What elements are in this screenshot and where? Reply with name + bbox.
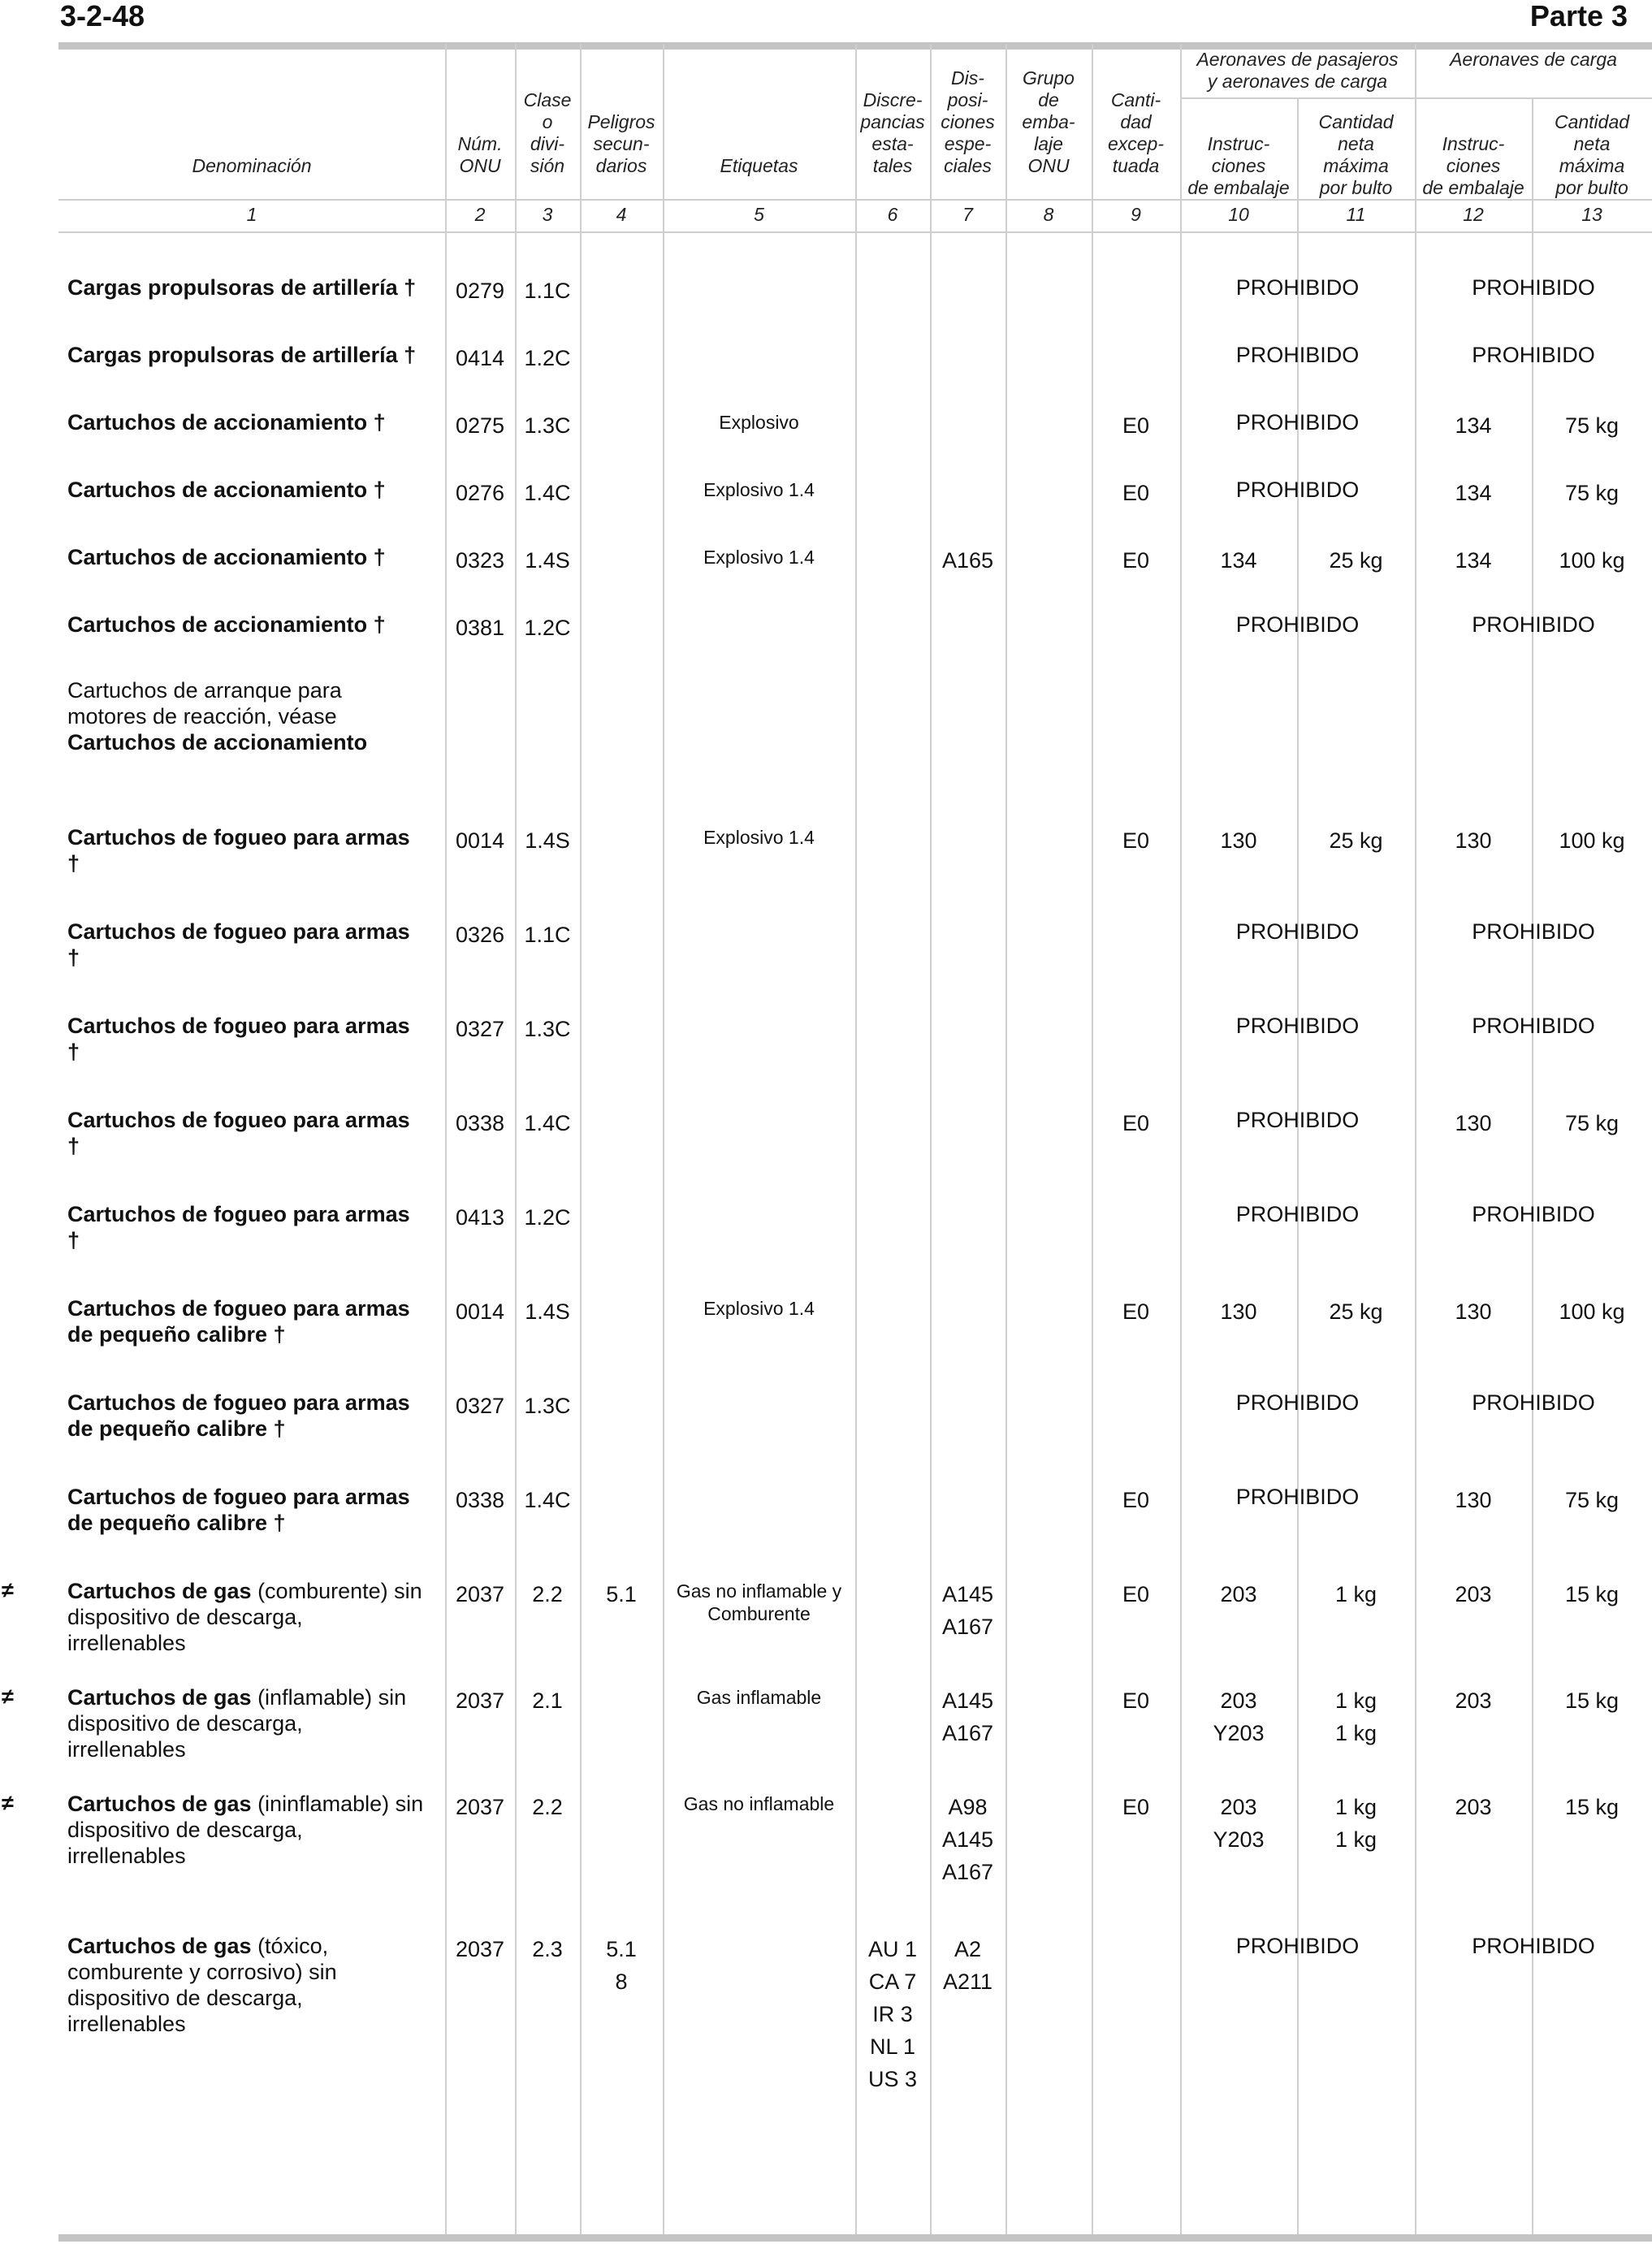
row-pax-pi: 203 Y203 [1213,1795,1265,1852]
row-sp: A2 A211 [942,1937,993,1994]
row-eq: E0 [1122,1582,1150,1606]
row-eq: E0 [1122,413,1150,438]
row-un: 0275 [455,413,505,438]
name-bold-text: Cartuchos de fogueo para armas † [67,825,410,876]
name-bold-text: Cartuchos de fogueo para armas † [67,1014,410,1064]
row-cao-pi: 130 [1455,1299,1492,1324]
row-denominacion [67,544,443,570]
header-secondary-hazards: Peligros secun- darios [587,111,655,176]
header-passenger-aircraft: Aeronaves de pasajeros y aeronaves de carga [1196,49,1399,92]
row-denominacion [67,1578,443,1656]
row-eq: E0 [1122,1488,1150,1512]
row-cls: 1.3C [524,1017,571,1041]
row-denominacion [67,1201,443,1253]
row-cao-q: 100 kg [1559,548,1625,573]
row-sec: 5.1 8 [606,1937,637,1994]
name-bold-text: Cartuchos de accionamiento † [67,478,386,502]
row-cao-q: 75 kg [1564,413,1620,438]
name-bold-text: Cartuchos de fogueo para armas de pequeño calibre † [67,1390,410,1441]
row-sp: A98 A145 A167 [941,1795,994,1884]
row-eq: E0 [1122,828,1150,853]
row-sec: 5.1 [606,1582,637,1606]
row-pax-prohibited: PROHIBIDO [1235,343,1360,367]
row-pax-prohibited: PROHIBIDO [1235,1485,1360,1509]
row-cao-pi: 130 [1455,828,1492,853]
row-un: 2037 [455,1937,505,1961]
name-bold-text: Cartuchos de gas [67,1792,252,1816]
column-number: 7 [962,204,973,225]
row-cls: 2.2 [532,1795,563,1819]
row-denominacion [67,919,443,971]
row-denominacion [67,677,443,755]
row-cls: 1.4S [525,1299,570,1324]
row-cao-q: 15 kg [1564,1688,1620,1713]
name-bold-text: Cartuchos de fogueo para armas † [67,919,410,970]
row-pax-pi: 203 Y203 [1213,1688,1265,1745]
row-eq: E0 [1122,1299,1150,1324]
row-label: Explosivo 1.4 [703,1298,815,1319]
column-number: 12 [1463,204,1484,225]
row-cao-pi: 203 [1455,1795,1492,1819]
row-denominacion [67,824,443,876]
row-pax-prohibited: PROHIBIDO [1235,1934,1360,1958]
name-bold-text: Cartuchos de fogueo para armas de pequeño calibre † [67,1296,410,1347]
row-pax-prohibited: PROHIBIDO [1235,1108,1360,1132]
column-divider [855,45,857,2234]
row-pax-pi: 130 [1220,828,1257,853]
row-cls: 1.3C [524,413,571,438]
row-un: 0414 [455,346,505,370]
row-denominacion [67,409,443,435]
column-number: 8 [1043,204,1054,225]
row-un: 2037 [455,1582,505,1606]
row-label: Explosivo 1.4 [703,547,815,568]
row-pax-pi: 203 [1220,1582,1257,1606]
row-denominacion [67,342,443,368]
row-cao-pi: 134 [1455,481,1492,505]
name-bold-text: Cartuchos de accionamiento † [67,612,386,637]
row-cao-prohibited: PROHIBIDO [1472,919,1595,944]
row-cao-pi: 134 [1455,413,1492,438]
column-number: 9 [1131,204,1141,225]
row-un: 0338 [455,1488,505,1512]
header-un-number: Núm. ONU [457,133,503,176]
header-state-variations: Discre- pancias esta- tales [860,89,925,176]
row-cls: 1.4S [525,828,570,853]
row-un: 0014 [455,828,505,853]
row-un: 0323 [455,548,505,573]
row-cao-prohibited: PROHIBIDO [1472,1014,1595,1038]
row-pax-prohibited: PROHIBIDO [1235,1014,1360,1038]
column-number: 4 [616,204,627,225]
row-denominacion [67,1295,443,1347]
row-disc: AU 1 CA 7 IR 3 NL 1 US 3 [867,1937,918,2091]
row-cls: 1.3C [524,1394,571,1418]
row-eq: E0 [1122,548,1150,573]
row-denominacion [67,1013,443,1065]
column-divider [1180,45,1182,2234]
row-pax-q: 25 kg [1329,828,1383,853]
name-plain-text: Cartuchos de arranque para motores de reacción, véase [67,678,342,729]
row-denominacion [67,1791,443,1869]
row-cls: 1.2C [524,616,571,640]
row-cao-q: 15 kg [1564,1795,1620,1819]
column-number: 2 [474,204,486,225]
change-mark: ≠ [2,1791,14,1815]
row-cls: 1.2C [524,1205,571,1230]
row-eq: E0 [1122,481,1150,505]
column-number: 1 [246,204,257,225]
row-un: 0279 [455,279,505,303]
row-cls: 1.2C [524,346,571,370]
column-number: 5 [754,204,764,225]
row-cao-q: 15 kg [1564,1582,1620,1606]
group-header-divider [1180,97,1652,99]
row-cao-prohibited: PROHIBIDO [1472,1934,1595,1958]
name-rest-text: (comburente) sin dispositivo de descarga, irrellenables [67,1579,422,1655]
row-eq: E0 [1122,1688,1150,1713]
row-cao-pi: 203 [1455,1582,1492,1606]
name-bold-text: Cargas propulsoras de artillería † [67,343,417,367]
row-pax-prohibited: PROHIBIDO [1235,1202,1360,1226]
row-pax-prohibited: PROHIBIDO [1235,478,1360,502]
header-pax-max-qty: Cantidad neta máxima por bulto [1318,111,1394,198]
row-pax-q: 1 kg 1 kg [1334,1688,1377,1745]
column-divider [663,45,664,2234]
row-pax-q: 25 kg [1329,1299,1383,1324]
row-denominacion [67,1484,443,1536]
row-cls: 1.4S [525,548,570,573]
row-un: 2037 [455,1688,505,1713]
row-label: Explosivo 1.4 [703,479,815,500]
row-un: 0326 [455,923,505,947]
row-denominacion [67,1933,443,2037]
page-number: 3-2-48 [60,0,145,32]
row-cls: 1.4C [524,1488,571,1512]
row-label: Explosivo [719,412,799,433]
row-cls: 2.2 [532,1582,563,1606]
header-pax-packing-instr: Instruc- ciones de embalaje [1187,133,1290,198]
row-sp: A145 A167 [941,1582,994,1639]
row-cls: 2.1 [532,1688,563,1713]
row-denominacion [67,477,443,503]
header-labels: Etiquetas [720,155,798,176]
column-number: 10 [1228,204,1249,225]
row-denominacion [67,1107,443,1159]
row-pax-pi: 130 [1220,1299,1257,1324]
column-divider [930,45,932,2234]
header-excepted-quantity: Canti- dad excep- tuada [1107,89,1165,176]
change-mark: ≠ [2,1578,14,1602]
row-cls: 1.1C [524,923,571,947]
name-rest-text: (ininflamable) sin dispositivo de descarga, irrellenables [67,1792,424,1868]
name-rest-text: (tóxico, comburente y corrosivo) sin dispositivo de descarga, irrellenables [67,1934,337,2036]
name-bold-text: Cartuchos de accionamiento † [67,545,386,569]
row-cao-q: 100 kg [1559,828,1625,853]
row-pax-q: 1 kg [1334,1582,1377,1606]
header-class: Clase o divi- sión [523,89,572,176]
row-un: 0338 [455,1111,505,1135]
row-un: 0014 [455,1299,505,1324]
header-divider [58,199,1652,201]
column-divider [1092,45,1093,2234]
name-bold-text: Cartuchos de gas [67,1579,252,1603]
row-denominacion [67,275,443,300]
row-label: Gas no inflamable [683,1793,835,1814]
name-rest-text: (inflamable) sin dispositivo de descarga, irrellenables [67,1685,407,1762]
column-number: 11 [1346,204,1366,225]
name-bold-text: Cartuchos de gas [67,1685,252,1710]
row-un: 0327 [455,1394,505,1418]
row-cao-prohibited: PROHIBIDO [1472,612,1595,637]
row-cao-prohibited: PROHIBIDO [1472,1390,1595,1415]
row-pax-pi: 134 [1220,548,1257,573]
part-label: Parte 3 [1529,0,1628,32]
name-bold-text: Cartuchos de fogueo para armas de pequeño calibre † [67,1485,410,1535]
row-un: 0327 [455,1017,505,1041]
column-divider [580,45,582,2234]
column-number-divider [58,231,1652,233]
row-denominacion [67,612,443,638]
column-number: 13 [1581,204,1602,225]
row-sp: A165 [941,548,994,573]
name-bold-text: Cartuchos de accionamiento † [67,410,386,435]
row-pax-prohibited: PROHIBIDO [1235,1390,1360,1415]
column-divider [1005,45,1007,2234]
column-divider [1415,45,1416,2234]
row-cao-prohibited: PROHIBIDO [1472,275,1595,300]
row-cao-pi: 130 [1455,1488,1492,1512]
row-cls: 2.3 [532,1937,563,1961]
row-un: 2037 [455,1795,505,1819]
name-bold-text: Cartuchos de fogueo para armas † [67,1108,410,1158]
row-cls: 1.1C [524,279,571,303]
header-denominacion: Denominación [192,155,312,176]
header-packing-group: Grupo de emba- laje ONU [1022,67,1075,176]
row-cao-prohibited: PROHIBIDO [1472,1202,1595,1226]
row-cao-prohibited: PROHIBIDO [1472,343,1595,367]
row-denominacion [67,1390,443,1442]
name-bold-text: Cartuchos de fogueo para armas † [67,1202,410,1252]
row-cls: 1.4C [524,1111,571,1135]
header-cargo-aircraft: Aeronaves de carga [1450,49,1617,70]
row-un: 0381 [455,616,505,640]
row-pax-q: 1 kg 1 kg [1334,1795,1377,1852]
row-pax-prohibited: PROHIBIDO [1235,410,1360,435]
row-cao-pi: 130 [1455,1111,1492,1135]
row-cao-q: 75 kg [1564,1488,1620,1512]
name-bold-text: Cartuchos de accionamiento [67,730,368,754]
header-special-provisions: Dis- posi- ciones espe- ciales [941,67,995,176]
row-pax-prohibited: PROHIBIDO [1235,275,1360,300]
row-un: 0413 [455,1205,505,1230]
row-eq: E0 [1122,1795,1150,1819]
bottom-rule [58,2234,1652,2242]
row-cao-q: 75 kg [1564,481,1620,505]
column-number: 3 [542,204,553,225]
row-cao-pi: 134 [1455,548,1492,573]
header-cao-max-qty: Cantidad neta máxima por bulto [1554,111,1630,198]
row-pax-prohibited: PROHIBIDO [1235,612,1360,637]
row-label: Gas inflamable [696,1687,822,1708]
name-bold-text: Cartuchos de gas [67,1934,252,1958]
row-label: Gas no inflamable y Comburente [676,1580,842,1624]
row-denominacion [67,1684,443,1762]
row-cao-q: 75 kg [1564,1111,1620,1135]
row-label: Explosivo 1.4 [703,827,815,848]
row-un: 0276 [455,481,505,505]
row-eq: E0 [1122,1111,1150,1135]
change-mark: ≠ [2,1684,14,1709]
row-sp: A145 A167 [941,1688,994,1745]
row-pax-q: 25 kg [1329,548,1383,573]
row-pax-prohibited: PROHIBIDO [1235,919,1360,944]
row-cao-pi: 203 [1455,1688,1492,1713]
row-cao-q: 100 kg [1559,1299,1625,1324]
row-cls: 1.4C [524,481,571,505]
header-cao-packing-instr: Instruc- ciones de embalaje [1422,133,1524,198]
name-bold-text: Cargas propulsoras de artillería † [67,275,417,300]
column-number: 6 [887,204,898,225]
